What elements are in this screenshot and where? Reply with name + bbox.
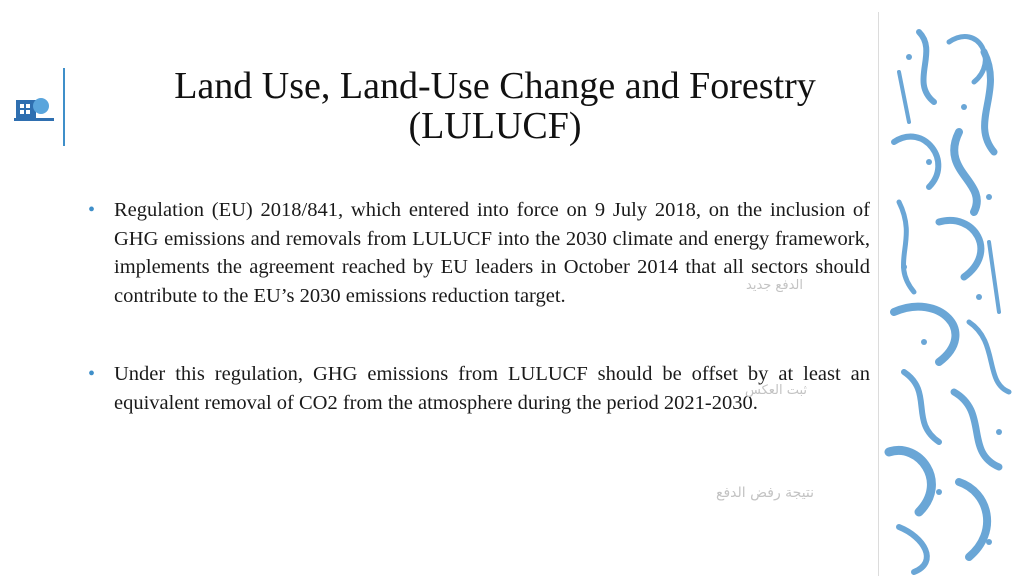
- ghost-text: الدفع جديد: [746, 278, 803, 293]
- slide-title: Land Use, Land-Use Change and Forestry (LULUCF): [174, 65, 816, 147]
- bullet-icon: •: [88, 199, 96, 221]
- ghost-text: نتيجة رفض الدفع: [716, 485, 815, 501]
- ghost-text: ثبت العكس: [745, 383, 808, 398]
- bullet-text: Regulation (EU) 2018/841, which entered into force on 9 July 2018, on the inclusion of GHG emissions and removals from LULUCF into the 2030 climate and energy framework, implements the agreement reached by EU leaders in October 2014 that all sectors should contribute to the EU’s 2030 emissions reduction target.: [114, 199, 870, 307]
- bullet-icon: •: [88, 363, 96, 385]
- arabic-calligraphy-panel-icon: [878, 12, 1019, 576]
- eu-building-logo-icon: [14, 92, 54, 124]
- title-divider: [63, 68, 65, 146]
- bullet-text: Under this regulation, GHG emissions from LULUCF should be offset by at least an equivalent removal of CO2 from the atmosphere during the period 2021-2030.: [114, 363, 870, 414]
